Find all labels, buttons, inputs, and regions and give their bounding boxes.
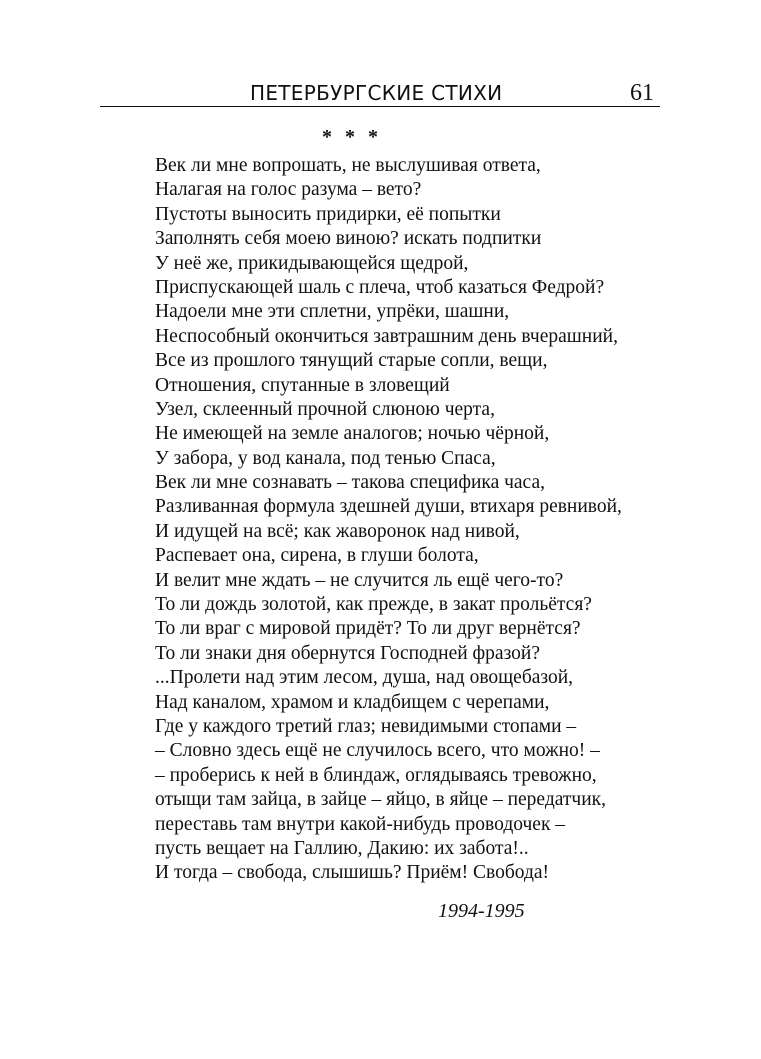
poem-line: Не имеющей на земле аналогов; ночью чёрной,: [155, 423, 550, 445]
poem-line: То ли знаки дня обернутся Господней фразой?: [155, 642, 541, 664]
poem-line: Приспускающей шаль с плеча, чтоб казаться Федрой?: [155, 276, 605, 298]
poem-line: Надоели мне эти сплетни, упрёки, шашни,: [155, 301, 510, 323]
poem-line: Неспособный окончиться завтрашним день вчерашний,: [155, 325, 618, 347]
poem-line: переставь там внутри какой-нибудь проводочек –: [155, 813, 566, 835]
poem-line: Узел, склеенный прочной слюною черта,: [155, 398, 495, 420]
poem-line: – Словно здесь ещё не случилось всего, что можно! –: [155, 740, 600, 762]
running-head: [100, 74, 660, 107]
poem-line: У забора, у вод канала, под тенью Спаса,: [155, 447, 496, 469]
poem-line: Где у каждого третий глаз; невидимыми стопами –: [155, 715, 577, 737]
poem-line: Распевает она, сирена, в глуши болота,: [155, 545, 479, 567]
poem-line: отыщи там зайца, в зайце – яйцо, в яйце – передатчик,: [155, 789, 607, 811]
poem-line: Разливанная формула здешней души, втихаря ревнивой,: [155, 496, 622, 518]
poem-line: Все из прошлого тянущий старые сопли, вещи,: [155, 350, 548, 372]
poem-line: Заполнять себя моею виною? искать подпитки: [155, 228, 542, 250]
poem-line: И тогда – свобода, слышишь? Приём! Свобода!: [155, 862, 550, 884]
poem-line: пусть вещает на Галлию, Дакию: их забота!..: [155, 837, 529, 859]
poem-line: И идущей на всё; как жаворонок над нивой,: [155, 520, 520, 542]
poem-date: 1994-1995: [438, 900, 525, 922]
poem-line: И велит мне ждать – не случится ль ещё чего-то?: [155, 569, 564, 591]
poem-line: Век ли мне сознавать – такова специфика часа,: [155, 472, 545, 494]
stanza-separator: * * *: [322, 126, 382, 148]
poem-body: [155, 154, 622, 886]
poem-line: У неё же, прикидывающейся щедрой,: [155, 252, 469, 274]
poem-line: Над каналом, храмом и кладбищем с черепами,: [155, 691, 550, 713]
poem-line: Налагая на голос разума – вето?: [155, 179, 422, 201]
poem-line: То ли враг с мировой придёт? То ли друг вернётся?: [155, 618, 581, 640]
running-title: ПЕТЕРБУРГСКИЕ СТИХИ: [250, 81, 503, 105]
poem-line: Век ли мне вопрошать, не выслушивая ответа,: [155, 155, 541, 176]
poem-line: То ли дождь золотой, как прежде, в закат прольётся?: [155, 594, 592, 616]
poem-line: Отношения, спутанные в зловещий: [155, 374, 450, 396]
poem-line: – проберись к ней в блиндаж, оглядываясь тревожно,: [155, 764, 597, 786]
poem-line: ...Пролети над этим лесом, душа, над овощебазой,: [155, 667, 574, 689]
page-number: 61: [630, 80, 654, 106]
poem-line: Пустоты выносить придирки, её попытки: [155, 203, 501, 225]
